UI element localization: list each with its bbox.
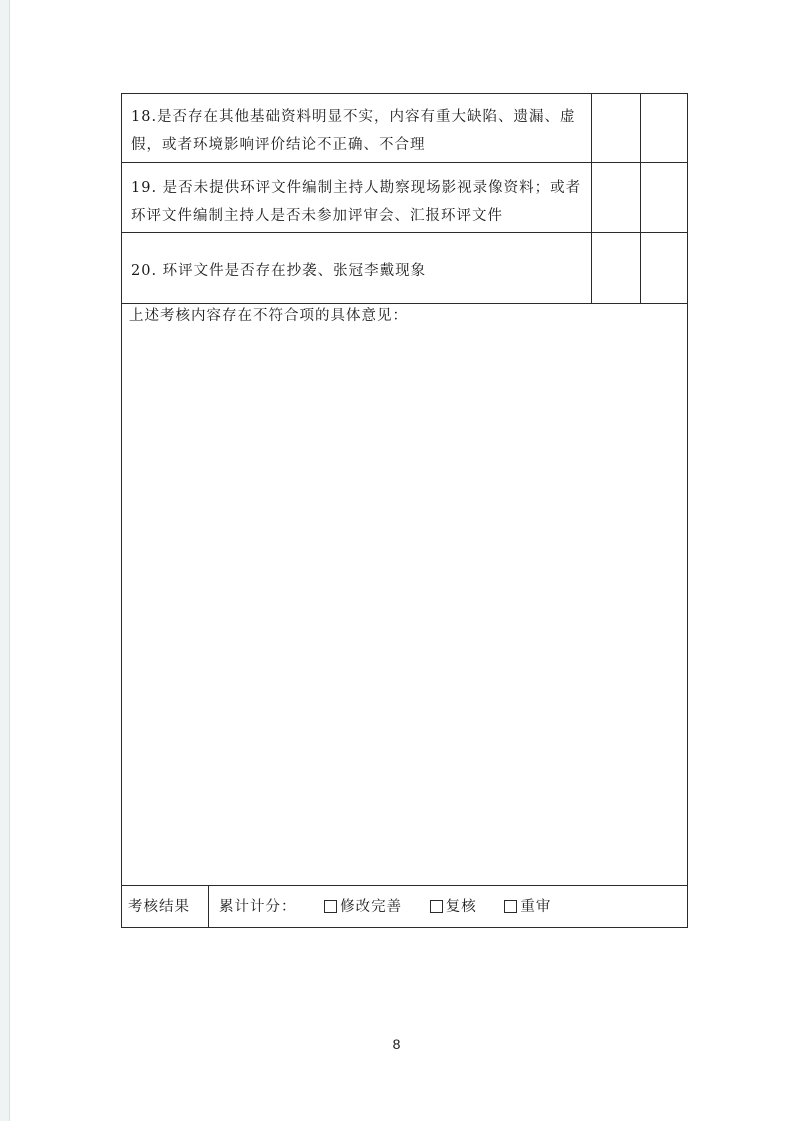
result-label: 考核结果 — [128, 899, 190, 915]
score-label: 累计计分： — [219, 899, 297, 915]
page-number: 8 — [392, 1036, 401, 1052]
option-revise[interactable]: 修改完善 — [324, 899, 402, 915]
item-19-check-cell-1[interactable] — [592, 163, 640, 232]
column-divider — [208, 885, 209, 928]
item-19-text: 19. 是否未提供环评文件编制主持人勘察现场影视录像资料；或者环评文件编制主持人是否未参加评审会、汇报环评文件 — [131, 180, 582, 224]
opinion-area[interactable] — [122, 330, 687, 884]
scan-edge — [0, 0, 9, 1121]
item-18-check-cell-2[interactable] — [641, 94, 687, 162]
checkbox-icon[interactable] — [504, 900, 517, 913]
item-19-check-cell-2[interactable] — [641, 163, 687, 232]
row-divider — [121, 885, 688, 886]
checkbox-icon[interactable] — [324, 900, 337, 913]
scan-edge-line — [9, 0, 10, 1121]
item-20-check-cell-2[interactable] — [641, 233, 687, 303]
item-18-text: 18.是否存在其他基础资料明显不实，内容有重大缺陷、遗漏、虚假，或者环境影响评价结论不正确、不合理 — [131, 109, 576, 153]
checkbox-icon[interactable] — [430, 900, 443, 913]
opinion-label: 上述考核内容存在不符合项的具体意见： — [129, 308, 408, 324]
option-rereview[interactable]: 重审 — [504, 899, 551, 915]
option-recheck[interactable]: 复核 — [430, 899, 477, 915]
item-18-check-cell-1[interactable] — [592, 94, 640, 162]
item-20-text: 20. 环评文件是否存在抄袭、张冠李戴现象 — [131, 263, 427, 279]
item-20-check-cell-1[interactable] — [592, 233, 640, 303]
result-row — [219, 895, 551, 916]
